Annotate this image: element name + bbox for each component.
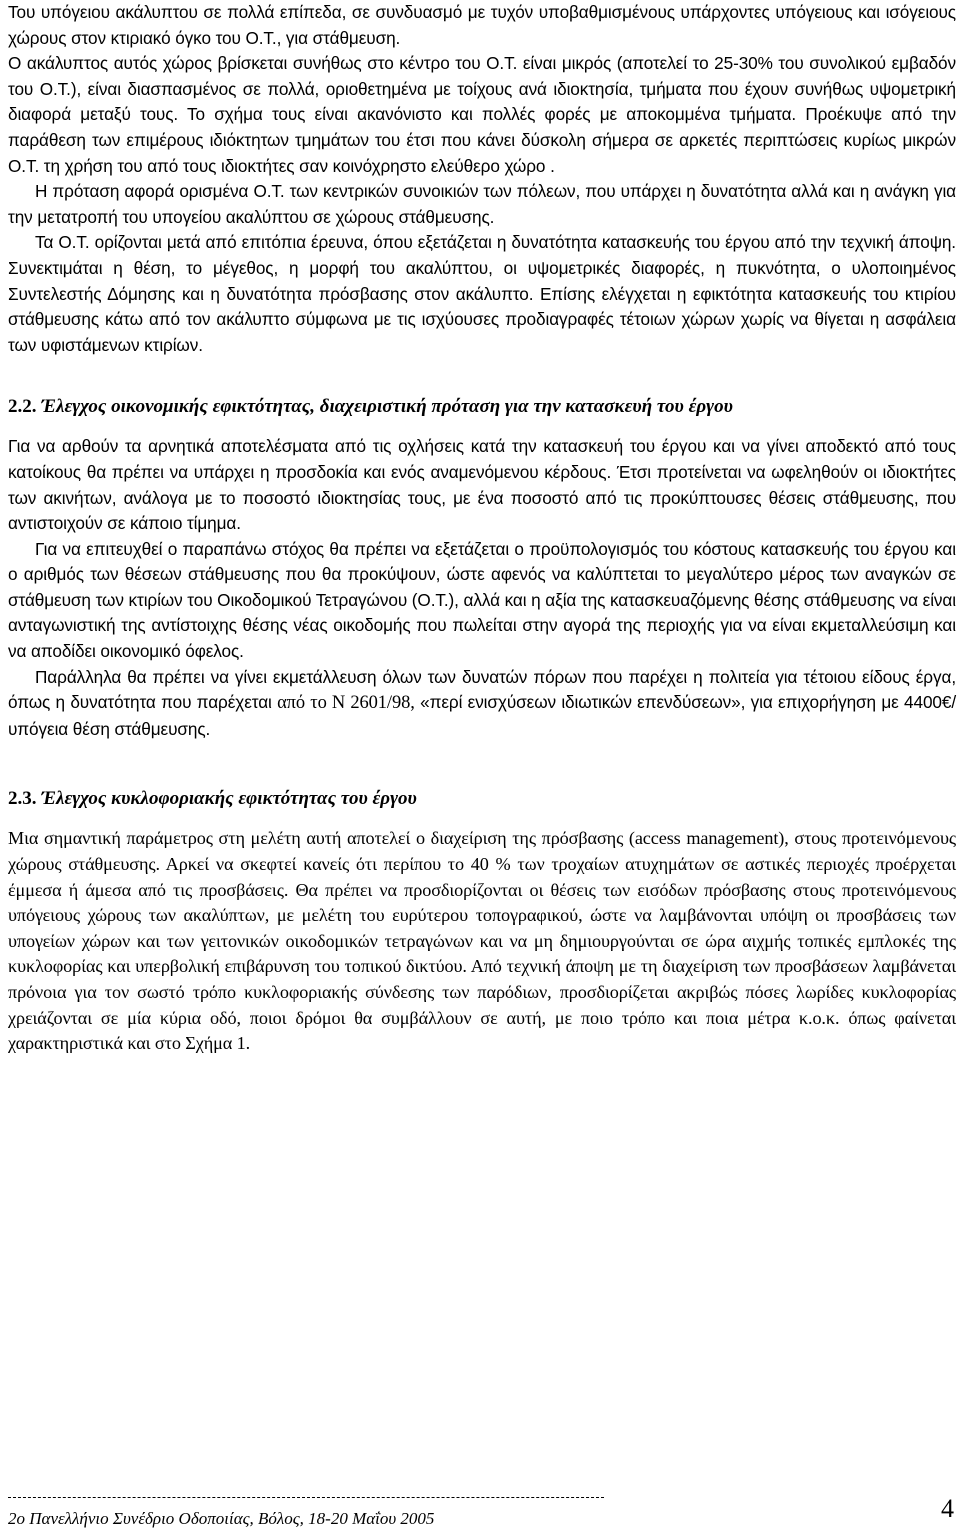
section-heading-2-2 [8, 394, 956, 420]
section-title: Έλεγχος κυκλοφοριακής εφικτότητας του έργου [41, 788, 417, 810]
footer-divider [8, 1497, 604, 1498]
spacer [8, 812, 956, 826]
funding-text-start: Παράλληλα θα πρέπει να γίνει εκμετάλλευση όλων των δυνατών πόρων που παρέχει η πολιτεία για τέτοιου είδους έργα, όπως η δυνατότητα που παρέχεται [8, 666, 956, 713]
paragraph-open-space-description: Ο ακάλυπτος αυτός χώρος βρίσκεται συνήθως στο κέντρο του Ο.Τ. είναι μικρός (αποτελεί το 25-30% του συνολικού εμβαδόν του Ο.Τ.), είναι διασπασμένος σε πολλά, οριοθετημένα με τοίχους ανά ιδιοκτησία, τμήματα που έχουν συνήθως υψομετρική διαφορά μεταξύ τους. Το σχήμα τους είναι ακανόνιστο και πολλές φορές με αποκομμένα τμήματα. Προέκυψε από την παράθεση των επιμέρους ιδιόκτητων τμημάτων του έτσι που κάνει δύσκολη σήμερα σε αρκετές περιπτώσεις κυρίως μικρών Ο.Τ. τη χρήση του από τους ιδιοκτήτες σαν κοινόχρηστο ελεύθερο χώρο . [8, 53, 956, 176]
paragraph-site-survey: Τα Ο.Τ. ορίζονται μετά από επιτόπια έρευνα, όπου εξετάζεται η δυνατότητα κατασκευής του έργου από την τεχνική άποψη. Συνεκτιμάται η θέση, το μέγεθος, η μορφή του ακαλύπτου, οι υψομετρικές διαφορές, η πυκνότητα, ο υλοποιημένος Συντελεστής Δόμησης και η δυνατότητα πρόσβασης στον ακάλυπτο. Επίσης ελέγχεται η εφικτότητα κατασκευής του κτιρίου στάθμευσης κάτω από τον ακάλυπτο σύμφωνα με τις ισχύουσες προδιαγραφές τέτοιων χώρων χωρίς να θίγεται η ασφάλεια των υφιστάμενων κτιρίων. [8, 232, 956, 355]
section-title: Έλεγχος οικονομικής εφικτότητας, διαχειριστική πρόταση για την κατασκευή του έργου [41, 396, 733, 418]
law-reference: από το Ν 2601/98, [277, 693, 415, 714]
spacer [8, 420, 956, 434]
spacer [8, 384, 956, 394]
paragraph-state-funding [8, 665, 956, 743]
paragraph-economic-benefit: Για να αρθούν τα αρνητικά αποτελέσματα από τις οχλήσεις κατά την κατασκευή του έργου και να γίνει αποδεκτό από τους κατοίκους θα πρέπει να υπάρχει η προσδοκία και ενός αναμενόμενου κέρδους. Έτσι προτείνεται να ωφεληθούν οι ιδιοκτήτες των ακινήτων, ανάλογα με το ποσοστό ιδιοκτησίας τους, με ένα ποσοστό από τις προκύπτουσες θέσεις στάθμευσης, που αντιστοιχούν σε κάποιο τίμημα. [8, 436, 956, 534]
paragraph-cost-budget: Για να επιτευχθεί ο παραπάνω στόχος θα πρέπει να εξετάζεται ο προϋπολογισμός του κόστους κατασκευής του έργου και ο αριθμός των θέσεων στάθμευσης που θα προκύψουν, ώστε αφενός να καλύπτεται το μεγαλύτερο μέρος των αναγκών σε στάθμευση των κτιρίων του Οικοδομικού Τετραγώνου (Ο.Τ.), αλλά και η αξία της κατασκευαζόμενης θέσης στάθμευσης να είναι ανταγωνιστική της αντίστοιχης θέσης νέας οικοδομής που πωλείται στην αγορά της περιοχής για να είναι εκμεταλλεύσιμη και να αποδίδει οικονομικό όφελος. [8, 538, 956, 662]
spacer [8, 742, 956, 786]
page-number: 4 [941, 1494, 954, 1523]
section-number: 2.3. [8, 788, 37, 810]
document-page [8, 0, 956, 1057]
paragraph-underground-space: Του υπόγειου ακάλυπτου σε πολλά επίπεδα, σε συνδυασμό με τυχόν υποβαθμισμένους υπάρχοντες υπόγειους και ισόγειους χώρους στον κτιριακό όγκο του Ο.Τ., για στάθμευση. [8, 2, 956, 48]
paragraph-access-management: Μια σημαντική παράμετρος στη μελέτη αυτή αποτελεί ο διαχείριση της πρόσβασης (access management), στους προτεινόμενους χώρους στάθμευσης. Αρκεί να σκεφτεί κανείς ότι περίπου το 40 % των τροχαίων ατυχημάτων σε αστικές περιοχές προέρχεται έμμεσα ή άμεσα από τις προσβάσεις. Θα πρέπει να προσδιορίζονται οι θέσεις των εισόδων πρόσβασης στους προτεινόμενους υπόγειους χώρους των ακαλύπτων, με μελέτη του ευρύτερου τοπογραφικού, ώστε να λαμβάνονται υπόψη οι προσβάσεις των υπογείων χώρων και των γειτονικών οικοδομικών τετραγώνων και να μη δημιουργούνται σε ώρα αιχμής τοπικές εμπλοκές της κυκλοφορίας και υπερβολική επιβάρυνση του τοπικού δικτύου. Από τεχνική άποψη με τη διαχείριση των προσβάσεων λαμβάνεται πρόνοια για τον σωστό τρόπο κυκλοφοριακής σύνδεσης των παρόδιων, προσδιορίζεται ακριβώς πόσες λωρίδες κυκλοφορίας χρειάζονται σε μία κύρια οδό, ποιοι δρόμοι θα συμβάλλουν σε αυτή, με ποιο τρόπο και ποια μέτρα κ.ο.κ. όπως φαίνεται χαρακτηριστικά και στο Σχήμα 1. [8, 828, 956, 1054]
section-heading-2-3 [8, 786, 956, 812]
paragraph-proposal: Η πρόταση αφορά ορισμένα Ο.Τ. των κεντρικών συνοικιών των πόλεων, που υπάρχει η δυνατότητα αλλά και η ανάγκη για την μετατροπή του υπογείου ακαλύπτου σε χώρους στάθμευσης. [8, 181, 956, 227]
section-number: 2.2. [8, 396, 37, 418]
footer-conference-info: 2ο Πανελλήνιο Συνέδριο Οδοποιίας, Βόλος, 18-20 Μαΐου 2005 [8, 1509, 435, 1528]
funding-text-end: «περί ενισχύσεων ιδιωτικών επενδύσεων», για επιχορήγηση με 4400€/υπόγεια θέση στάθμευσης. [8, 692, 956, 739]
